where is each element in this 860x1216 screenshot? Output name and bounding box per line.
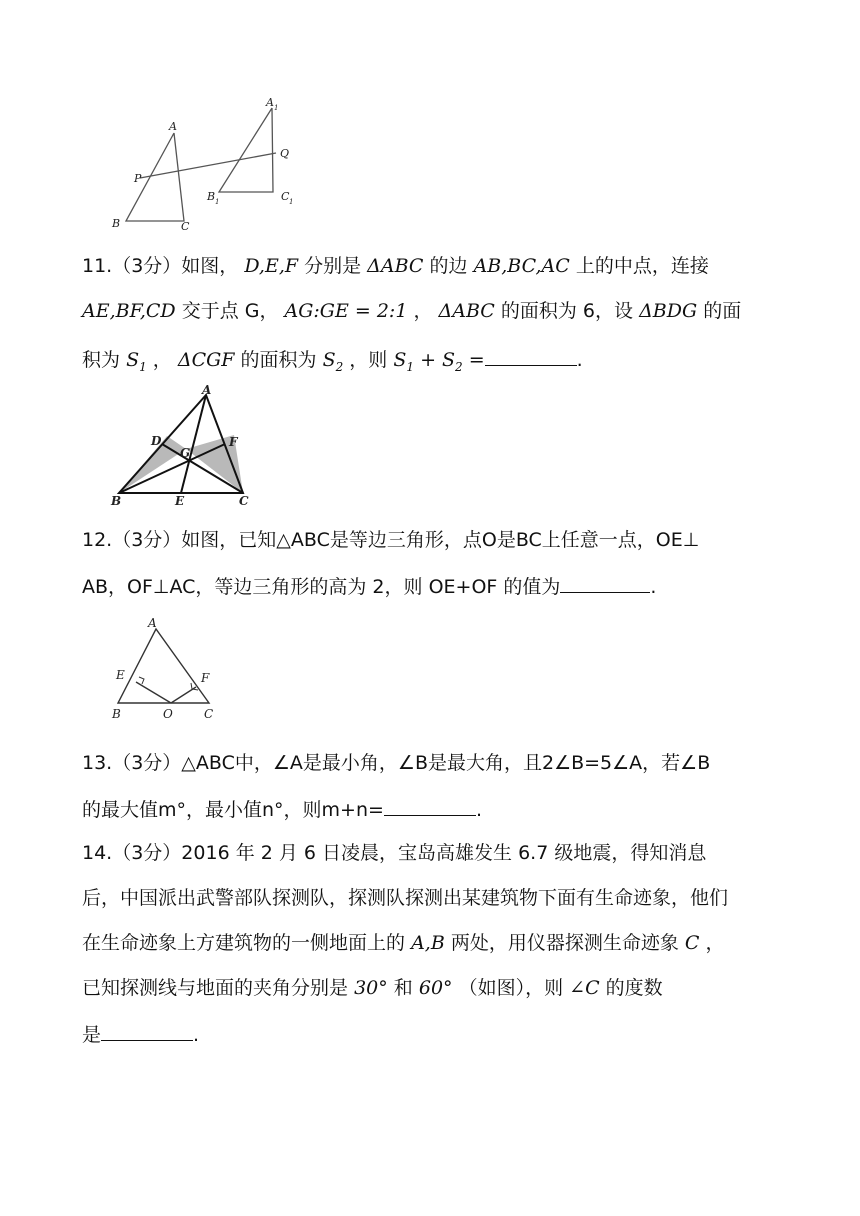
q11-answer-blank[interactable] [485,345,577,366]
q14-text: 的度数 [605,977,663,999]
label-d: D [151,434,162,448]
label-q: Q [280,147,290,160]
label-b: B [111,494,122,508]
label-e: E [175,494,185,508]
q12-figure [108,615,223,723]
triangle-a1b1c1 [219,108,273,192]
label-c: C [181,220,190,233]
label-c1: C [281,190,290,203]
q11-math-ratio: AG:GE = 2:1 [284,300,408,322]
label-f: F [201,671,210,685]
q11-math-def: D,E,F [244,255,299,277]
label-e: E [116,668,125,682]
q11-math-triangle: ΔABC [367,255,424,277]
q14-line-5 [82,1020,199,1048]
q13-text: 的最大值m°，最小值n°，则m+n= [82,799,384,821]
q11-math-medians: AE,BF,CD [82,300,176,322]
perpendicular-oe [136,682,171,703]
label-c1-sub: 1 [289,198,294,206]
label-b: B [112,707,121,721]
label-b: B [112,217,121,230]
q13-text: 13.（3分）△ABC中，∠A是最小角，∠B是最大角，且2∠B=5∠A，若∠B [82,752,711,774]
q11-text: 的面积为 6，设 [500,300,634,322]
q14-line-4 [82,975,663,1001]
q14-math-ab: A,B [411,932,445,954]
q14-math-60deg: 60° [418,977,453,999]
q11-line-3 [82,345,583,380]
label-a: A [169,120,177,133]
label-a1: A [266,96,274,109]
q11-text: ，则 [349,349,388,371]
q11-text: 的面积为 [240,349,317,371]
q11-text: 积为 [82,349,121,371]
q14-line-2 [82,885,728,911]
label-o: O [163,707,173,721]
q11-text: 的面 [703,300,742,322]
label-c: C [204,707,214,721]
q11-text: 上的中点，连接 [575,255,709,277]
q11-math-s1: S [126,349,140,371]
triangle-abc [118,629,209,703]
label-b1: B [207,190,216,203]
q14-text: 在生命迹象上方建筑物的一侧地面上的 [82,932,406,954]
q11-math-sum: + S [414,349,456,371]
q14-text: 已知探测线与地面的夹角分别是 [82,977,349,999]
q11-figure [105,383,265,508]
q11-text: ， [413,300,433,322]
q11-math-sum: = [462,349,485,371]
q11-number: 11.（3分）如图， [82,255,239,277]
figure-two-triangles [100,90,310,240]
q11-math-triangle: ΔABC [438,300,495,322]
q12-text: 12.（3分）如图，已知△ABC是等边三角形，点O是BC上任意一点，OE⊥ [82,529,700,551]
q14-answer-blank[interactable] [101,1020,193,1041]
q11-end: . [576,349,583,371]
q14-math-angle-c: ∠C [569,977,600,999]
q12-end: . [650,576,657,598]
q11-text: ， [152,349,172,371]
q13-answer-blank[interactable] [384,795,476,816]
q14-text: 两处，用仪器探测生命迹象 [450,932,679,954]
label-c: C [239,494,249,508]
q11-text: 分别是 [304,255,362,277]
label-a: A [202,383,212,397]
label-a1-sub: 1 [274,104,279,112]
label-f: F [229,435,238,449]
q13-line-1 [82,750,710,776]
q12-answer-blank[interactable] [560,572,650,593]
q11-math-triangle-bdg: ΔBDG [639,300,698,322]
right-angle-e [139,677,144,684]
q14-text: 后，中国派出武警部队探测队，探测队探测出某建筑物下面有生命迹象，他们 [82,887,729,909]
q14-math-c: C [684,932,700,954]
q12-line-1 [82,527,699,553]
label-a: A [148,616,157,630]
label-g: G [180,446,191,460]
q11-line-1 [82,253,709,279]
label-b1-sub: 1 [215,198,220,206]
q14-text: 和 [393,977,413,999]
q14-math-30deg: 30° [354,977,388,999]
q12-line-2 [82,572,656,600]
q11-text: 的边 [429,255,468,277]
q14-line-3 [82,930,725,956]
q14-text: （如图），则 [458,977,564,999]
q14-end: . [193,1024,200,1046]
q11-math-sides: AB,BC,AC [473,255,570,277]
q11-math-s2-sub: 2 [335,359,344,374]
q13-line-2 [82,795,482,823]
q12-text: AB，OF⊥AC，等边三角形的高为 2，则 OE+OF 的值为 [82,576,561,598]
q11-math-sum: S [393,349,407,371]
q11-math-sub: 1 [406,359,415,374]
q11-math-s2: S [322,349,336,371]
q11-math-triangle-cgf: ΔCGF [177,349,235,371]
q14-text: ， [705,932,725,954]
q11-text: 交于点 G， [181,300,279,322]
q11-math-sub: 2 [455,359,463,374]
label-p: P [134,172,142,185]
q14-text: 是 [82,1024,102,1046]
q13-end: . [475,799,482,821]
q14-text: 14.（3分）2016 年 2 月 6 日凌晨，宝岛高雄发生 6.7 级地震，得知消息 [82,842,707,864]
q11-line-2 [82,298,741,324]
q14-line-1 [82,840,706,866]
q11-math-s1-sub: 1 [139,359,147,374]
